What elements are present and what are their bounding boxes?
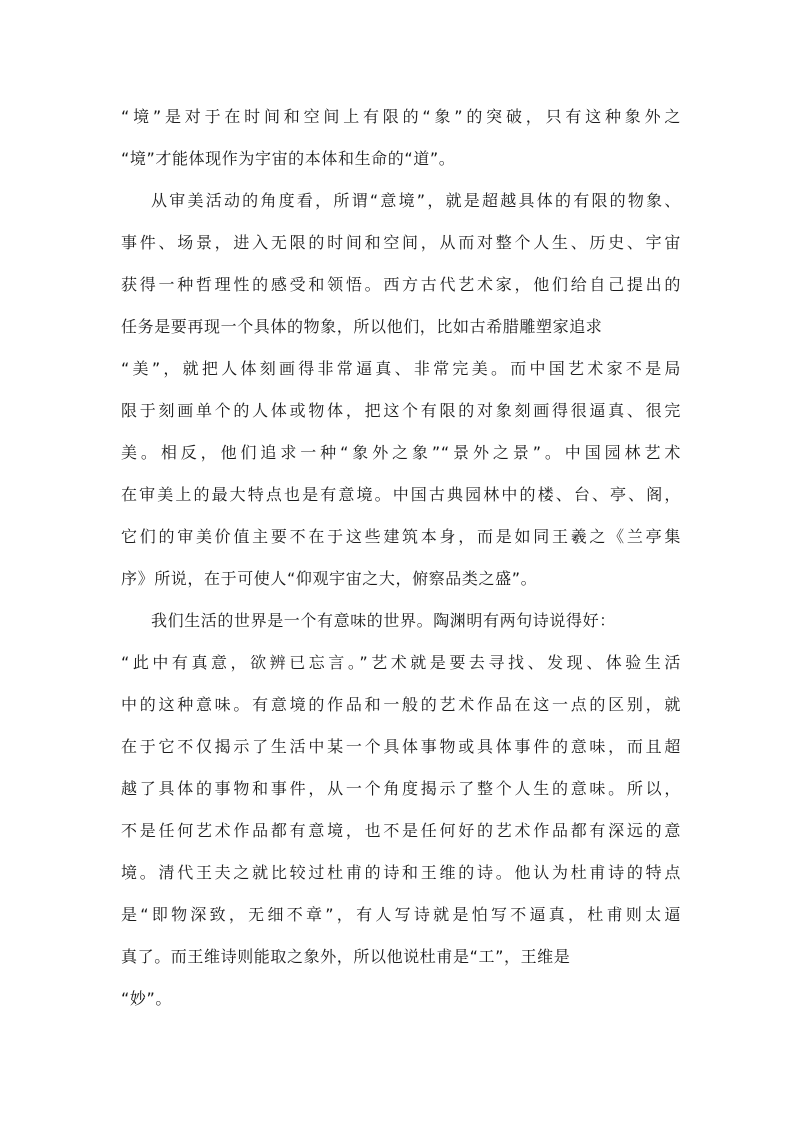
- text-line: 限于刻画单个的人体或物体，把这个有限的对象刻画得很逼真、很完: [121, 401, 681, 420]
- text-line: 是“即物深致，无细不章”，有人写诗就是怕写不逼真，杜甫则太逼: [121, 905, 681, 924]
- text-line: 任务是要再现一个具体的物象，所以他们，比如古希腊雕塑家追求: [121, 317, 603, 336]
- text-line: “境”才能体现作为宇宙的本体和生命的“道”。: [121, 149, 456, 168]
- text-line: “美”，就把人体刻画得非常逼真、非常完美。而中国艺术家不是局: [121, 359, 681, 378]
- text-line: 在于它不仅揭示了生活中某一个具体事物或具体事件的意味，而且超: [121, 737, 681, 756]
- text-line: 境。清代王夫之就比较过杜甫的诗和王维的诗。他认为杜甫诗的特点: [121, 863, 681, 882]
- text-line: 序》所说，在于可使人“仰观宇宙之大，俯察品类之盛”。: [121, 569, 538, 588]
- text-line: 获得一种哲理性的感受和领悟。西方古代艺术家，他们给自己提出的: [121, 275, 681, 294]
- text-line: 中的这种意味。有意境的作品和一般的艺术作品在这一点的区别，就: [121, 695, 681, 714]
- text-line: 从审美活动的角度看，所谓“意境”，就是超越具体的有限的物象、: [151, 191, 681, 210]
- text-line: 事件、场景，进入无限的时间和空间，从而对整个人生、历史、宇宙: [121, 233, 681, 252]
- text-line: “妙”。: [121, 989, 172, 1008]
- text-line: 在审美上的最大特点也是有意境。中国古典园林中的楼、台、亭、阁，: [121, 485, 681, 504]
- text-line: 真了。而王维诗则能取之象外，所以他说杜甫是“工”，王维是: [121, 947, 571, 966]
- text-line: 不是任何艺术作品都有意境，也不是任何好的艺术作品都有深远的意: [121, 821, 681, 840]
- text-line: 越了具体的事物和事件，从一个角度揭示了整个人生的意味。所以，: [121, 779, 681, 798]
- text-line: “境”是对于在时间和空间上有限的“象”的突破，只有这种象外之: [121, 107, 681, 126]
- text-line: 我们生活的世界是一个有意味的世界。陶渊明有两句诗说得好：: [151, 611, 616, 630]
- text-line: 它们的审美价值主要不在于这些建筑本身，而是如同王羲之《兰亭集: [121, 527, 681, 546]
- text-line: 美。相反，他们追求一种“象外之象”“景外之景”。中国园林艺术: [121, 443, 681, 462]
- text-line: “此中有真意，欲辨已忘言。”艺术就是要去寻找、发现、体验生活: [121, 653, 681, 672]
